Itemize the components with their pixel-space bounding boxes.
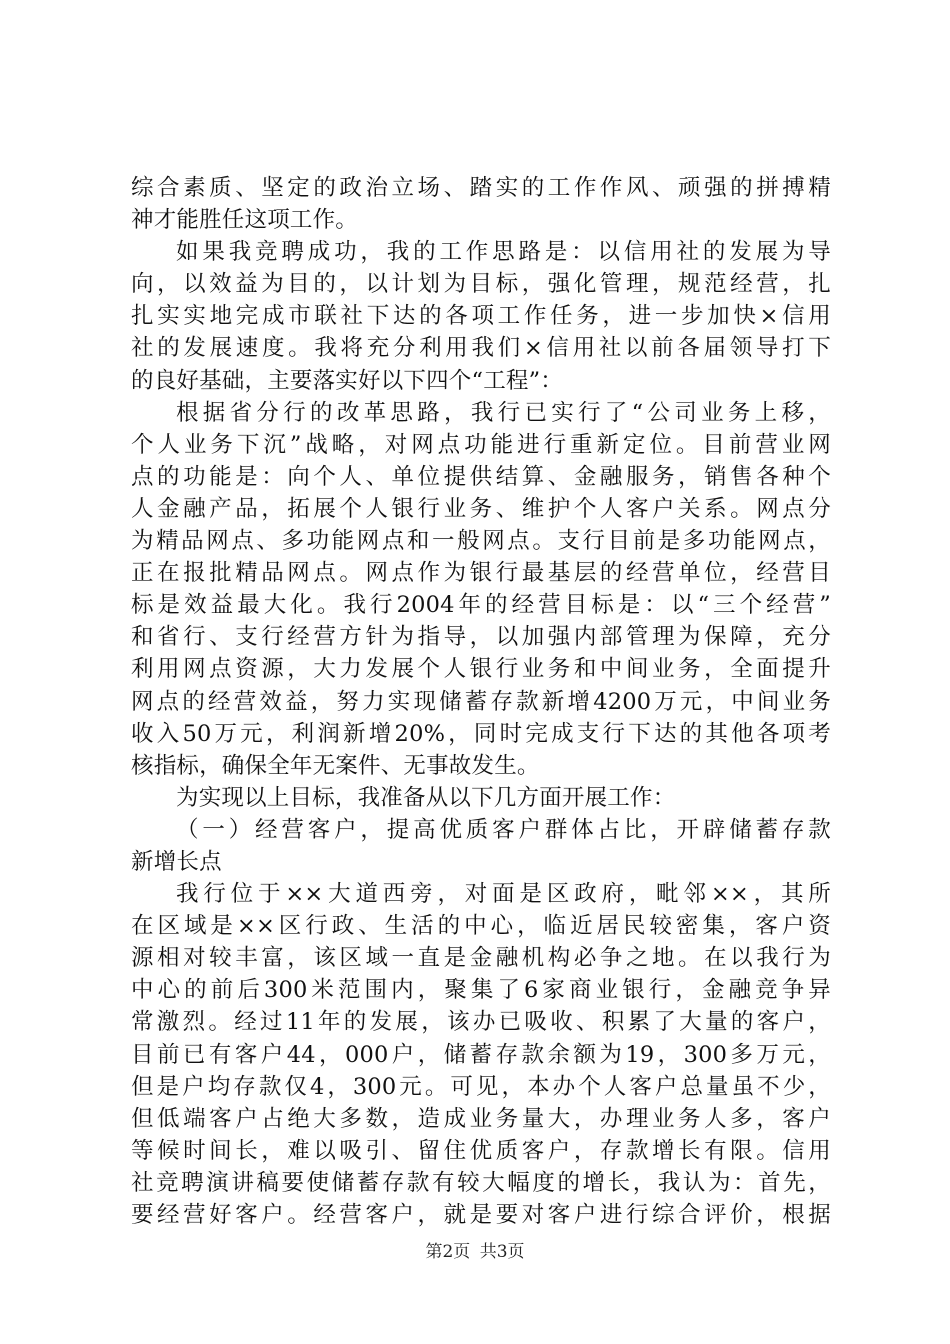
document-body <box>131 172 831 1231</box>
text-line: 综合素质、坚定的政治立场、踏实的工作作风、顽强的拼搏精 <box>131 175 831 201</box>
text-line: 根据省分行的改革思路，我行已实行了“公司业务上移， <box>176 399 831 426</box>
text-line: 点的功能是：向个人、单位提供结算、金融服务，销售各种个 <box>131 463 831 490</box>
text-line: 扎实实地完成市联社下达的各项工作任务，进一步加快×信用 <box>131 303 831 330</box>
page-footer: 第2页 共3页 <box>425 1242 525 1262</box>
text-line: 社竞聘演讲稿要使储蓄存款有较大幅度的增长，我认为：首先， <box>131 1169 831 1196</box>
text-line: 在区域是××区行政、生活的中心，临近居民较密集，客户资 <box>131 913 831 940</box>
text-line: 和省行、支行经营方针为指导，以加强内部管理为保障，充分 <box>131 624 831 651</box>
text-line: 网点的经营效益，努力实现储蓄存款新增4200万元，中间业务 <box>131 688 831 715</box>
text-line: 但是户均存款仅4，300元。可见，本办个人客户总量虽不少， <box>131 1073 831 1100</box>
text-line: 但低端客户占绝大多数，造成业务量大，办理业务人多，客户 <box>131 1105 831 1132</box>
text-line: 我行位于××大道西旁，对面是区政府，毗邻××，其所 <box>176 881 831 908</box>
text-line: 正在报批精品网点。网点作为银行最基层的经营单位，经营目 <box>131 560 831 587</box>
text-line: 常激烈。经过11年的发展，该办已吸收、积累了大量的客户， <box>131 1009 831 1036</box>
text-line: 为精品网点、多功能网点和一般网点。支行目前是多功能网点， <box>131 528 831 555</box>
text-line: 社的发展速度。我将充分利用我们×信用社以前各届领导打下 <box>131 335 831 362</box>
text-line: 标是效益最大化。我行2004年的经营目标是：以“三个经营” <box>131 592 831 619</box>
text-line: 的良好基础，主要落实好以下四个“工程”： <box>131 367 564 394</box>
text-line: 人金融产品，拓展个人银行业务、维护个人客户关系。网点分 <box>131 495 831 522</box>
text-line: 个人业务下沉”战略，对网点功能进行重新定位。目前营业网 <box>131 431 831 458</box>
text-line: 收入50万元，利润新增20%，同时完成支行下达的其他各项考 <box>131 720 831 747</box>
text-line: 中心的前后300米范围内，聚集了6家商业银行，金融竞争异 <box>131 977 831 1004</box>
text-line: 新增长点 <box>131 848 222 875</box>
text-line: 神才能胜任这项工作。 <box>131 207 359 234</box>
text-line: 向，以效益为目的，以计划为目标，强化管理，规范经营，扎 <box>131 271 831 298</box>
text-line: 目前已有客户44，000户，储蓄存款余额为19，300多万元， <box>131 1041 831 1068</box>
text-line: 为实现以上目标，我准备从以下几方面开展工作： <box>176 784 676 811</box>
text-line: 源相对较丰富，该区域一直是金融机构必争之地。在以我行为 <box>131 945 831 972</box>
text-line: 利用网点资源，大力发展个人银行业务和中间业务，全面提升 <box>131 656 831 683</box>
text-line: 核指标，确保全年无案件、无事故发生。 <box>131 752 540 779</box>
text-line: （一）经营客户，提高优质客户群体占比，开辟储蓄存款 <box>176 816 831 843</box>
text-line: 如果我竞聘成功，我的工作思路是：以信用社的发展为导 <box>176 239 831 266</box>
text-line: 等候时间长，难以吸引、留住优质客户，存款增长有限。信用 <box>131 1137 831 1164</box>
text-line: 要经营好客户。经营客户，就是要对客户进行综合评价，根据 <box>131 1202 831 1228</box>
